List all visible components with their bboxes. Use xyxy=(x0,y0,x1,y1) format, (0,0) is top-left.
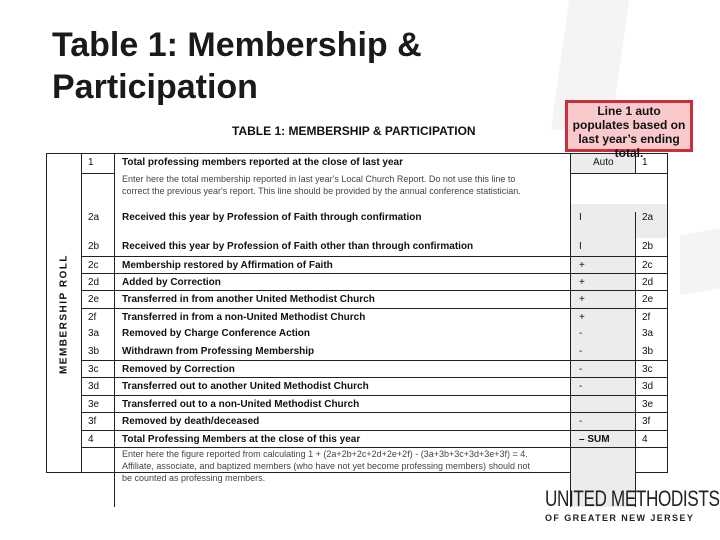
table-row xyxy=(82,256,667,273)
line-code: 2e xyxy=(635,291,667,308)
line-description: Total Professing Members at the close of this year xyxy=(122,434,361,445)
united-methodists-logo xyxy=(545,486,720,524)
line-code: 3c xyxy=(635,361,667,377)
roll-column xyxy=(47,154,82,472)
line-description: Received this year by Profession of Faith other than through confirmation xyxy=(122,241,474,252)
line-description: Removed by death/deceased xyxy=(122,416,260,427)
line-sign: + xyxy=(570,257,635,273)
callout-note xyxy=(565,100,693,160)
table-row xyxy=(82,360,667,377)
line-number: 3e xyxy=(82,396,115,412)
line-number: 3f xyxy=(82,413,115,430)
line-code: 2b xyxy=(635,238,667,256)
line-sign: I xyxy=(570,204,667,238)
line-number-blank xyxy=(82,173,115,204)
table-row xyxy=(82,325,667,343)
line-description: Transferred out to a non-United Methodist Church xyxy=(122,399,360,410)
line-sign: - xyxy=(570,361,635,377)
table-row-note xyxy=(82,173,667,204)
line-description: Membership restored by Affirmation of Faith xyxy=(122,260,333,271)
table-row xyxy=(82,290,667,308)
line-number: 3b xyxy=(82,343,115,360)
table-row xyxy=(82,377,667,395)
line-number: 1 xyxy=(82,154,115,173)
line-note: Enter here the total membership reported in last year's Local Church Report. Do not use this line to correct the previous year's report. This line should be provided by the annual conference statistician. xyxy=(122,174,521,196)
line-sign: + xyxy=(570,274,635,290)
table-row xyxy=(82,273,667,290)
line-number: 4 xyxy=(82,431,115,447)
line-sign: Auto xyxy=(570,154,635,173)
line-code: 4 xyxy=(635,431,667,449)
line-sign: - xyxy=(570,325,635,343)
line-number: 2b xyxy=(82,238,115,256)
slide-title-line1: Table 1: Membership & xyxy=(52,26,422,64)
table-row xyxy=(82,412,667,430)
table-row xyxy=(82,430,667,483)
line-code: 2c xyxy=(635,257,667,273)
line-number: 2d xyxy=(82,274,115,290)
line-number: 3c xyxy=(82,361,115,377)
line-code: 2a xyxy=(635,212,667,238)
line-code: 2d xyxy=(635,274,667,290)
line-description: Transferred in from a non-United Methodist Church xyxy=(122,312,366,323)
background-decoration xyxy=(680,225,720,296)
line-description: Transferred in from another United Methodist Church xyxy=(122,294,375,305)
line-number xyxy=(82,448,115,507)
logo-line2: OF GREATER NEW JERSEY xyxy=(545,513,695,523)
line-number: 2e xyxy=(82,291,115,308)
roll-label: MEMBERSHIP ROLL xyxy=(58,253,70,375)
line-number: 3d xyxy=(82,378,115,395)
line-code: 3b xyxy=(635,343,667,360)
line-sign: – SUM xyxy=(570,431,635,449)
line-sign-blank xyxy=(570,173,667,204)
table-row xyxy=(82,343,667,360)
table-row xyxy=(82,154,667,173)
line-sign: I xyxy=(570,238,635,256)
table-row xyxy=(82,238,667,256)
line-description: Removed by Correction xyxy=(122,364,235,375)
line-sign xyxy=(570,396,635,412)
line-code: 3e xyxy=(635,396,667,412)
line-number: 2f xyxy=(82,309,115,325)
callout-text: Line 1 auto populates based on last year’s ending total. xyxy=(572,104,686,160)
line-sign: - xyxy=(570,378,635,395)
slide-title xyxy=(52,24,422,108)
slide-title-line2: Participation xyxy=(52,68,258,106)
line-description: Withdrawn from Professing Membership xyxy=(122,346,315,357)
line-code: 3a xyxy=(635,325,667,343)
line-sign: - xyxy=(570,413,635,430)
line-number: 2c xyxy=(82,257,115,273)
table-row xyxy=(82,395,667,412)
table-row xyxy=(82,308,667,325)
line-note: Enter here the figure reported from calculating 1 + (2a+2b+2c+2d+2e+2f) - (3a+3b+3c+3d+3e+3f) = 4. Affiliate, associate, and baptized members (who have not yet become professing members) should not be counted as professing members. xyxy=(122,449,531,483)
line-sign: + xyxy=(570,309,635,325)
line-description: Added by Correction xyxy=(122,277,221,288)
line-description: Removed by Charge Conference Action xyxy=(122,328,311,339)
logo-line1: UNITED METHODISTS xyxy=(545,486,720,511)
line-code: 3d xyxy=(635,378,667,395)
membership-table xyxy=(46,153,668,483)
line-description: Transferred out to another United Methodist Church xyxy=(122,381,369,392)
line-sign: + xyxy=(570,291,635,308)
table-caption: TABLE 1: MEMBERSHIP & PARTICIPATION xyxy=(232,124,476,138)
line-code: 2f xyxy=(635,309,667,325)
line-sign: - xyxy=(570,343,635,360)
line-code: 3f xyxy=(635,413,667,430)
line-description: Received this year by Profession of Faith through confirmation xyxy=(122,212,422,223)
line-code: 1 xyxy=(635,154,667,173)
line-number: 3a xyxy=(82,325,115,343)
line-description: Total professing members reported at the close of last year xyxy=(122,157,404,168)
line-number: 2a xyxy=(82,204,115,238)
table-row xyxy=(82,204,667,238)
